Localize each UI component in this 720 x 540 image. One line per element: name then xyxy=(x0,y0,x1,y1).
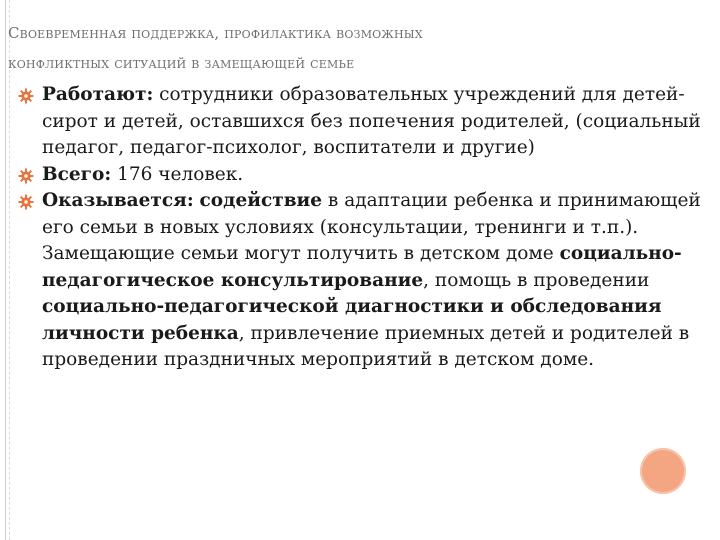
left-border-dashed-line xyxy=(9,0,10,540)
bullet-bold-assistance: содействие xyxy=(199,190,323,211)
decorative-circle xyxy=(640,448,686,494)
bullet-lead-support: Оказывается: xyxy=(42,190,194,211)
bullet-text-events: , привлечение приемных детей и родителей в проведении праздничных мероприятий в детском доме. xyxy=(42,322,690,370)
gear-bullet-icon xyxy=(18,88,34,104)
bullet-item-staff xyxy=(18,82,708,162)
bullet-text-adaptation: в адаптации ребенка и принимающей его семьи в новых условиях (консультации, тренинги и т.п.). Замещающие семьи могут получить в детском доме xyxy=(42,190,701,264)
bullet-lead-staff: Работают: xyxy=(42,84,154,105)
bullet-lead-total: Всего: xyxy=(42,163,112,185)
bullet-text-help: , помощь в проведении xyxy=(423,269,650,291)
slide-title xyxy=(8,18,708,78)
bullet-item-total xyxy=(18,162,708,189)
gear-bullet-icon xyxy=(18,194,34,210)
bullet-item-support xyxy=(18,188,708,374)
bullet-list xyxy=(18,82,708,374)
slide-title-line-1: Своевременная поддержка, профилактика возможных xyxy=(8,24,423,42)
left-border-line xyxy=(5,0,6,540)
gear-bullet-icon xyxy=(18,168,34,184)
bullet-text-staff: сотрудники образовательных учреждений для детей-сирот и детей, оставшихся без попечения родителей, (социальный педагог, педагог-психолог, воспитатели и другие) xyxy=(42,84,701,158)
bullet-text-total: 176 человек. xyxy=(111,163,244,185)
slide-title-line-2: конфликтных ситуаций в замещающей семье xyxy=(8,54,355,72)
bullet-bold-diagnostics: социально-педагогической диагностики и обследования личности ребенка xyxy=(42,296,662,344)
bullet-bold-consulting: социально-педагогическое консультирование xyxy=(42,243,682,291)
